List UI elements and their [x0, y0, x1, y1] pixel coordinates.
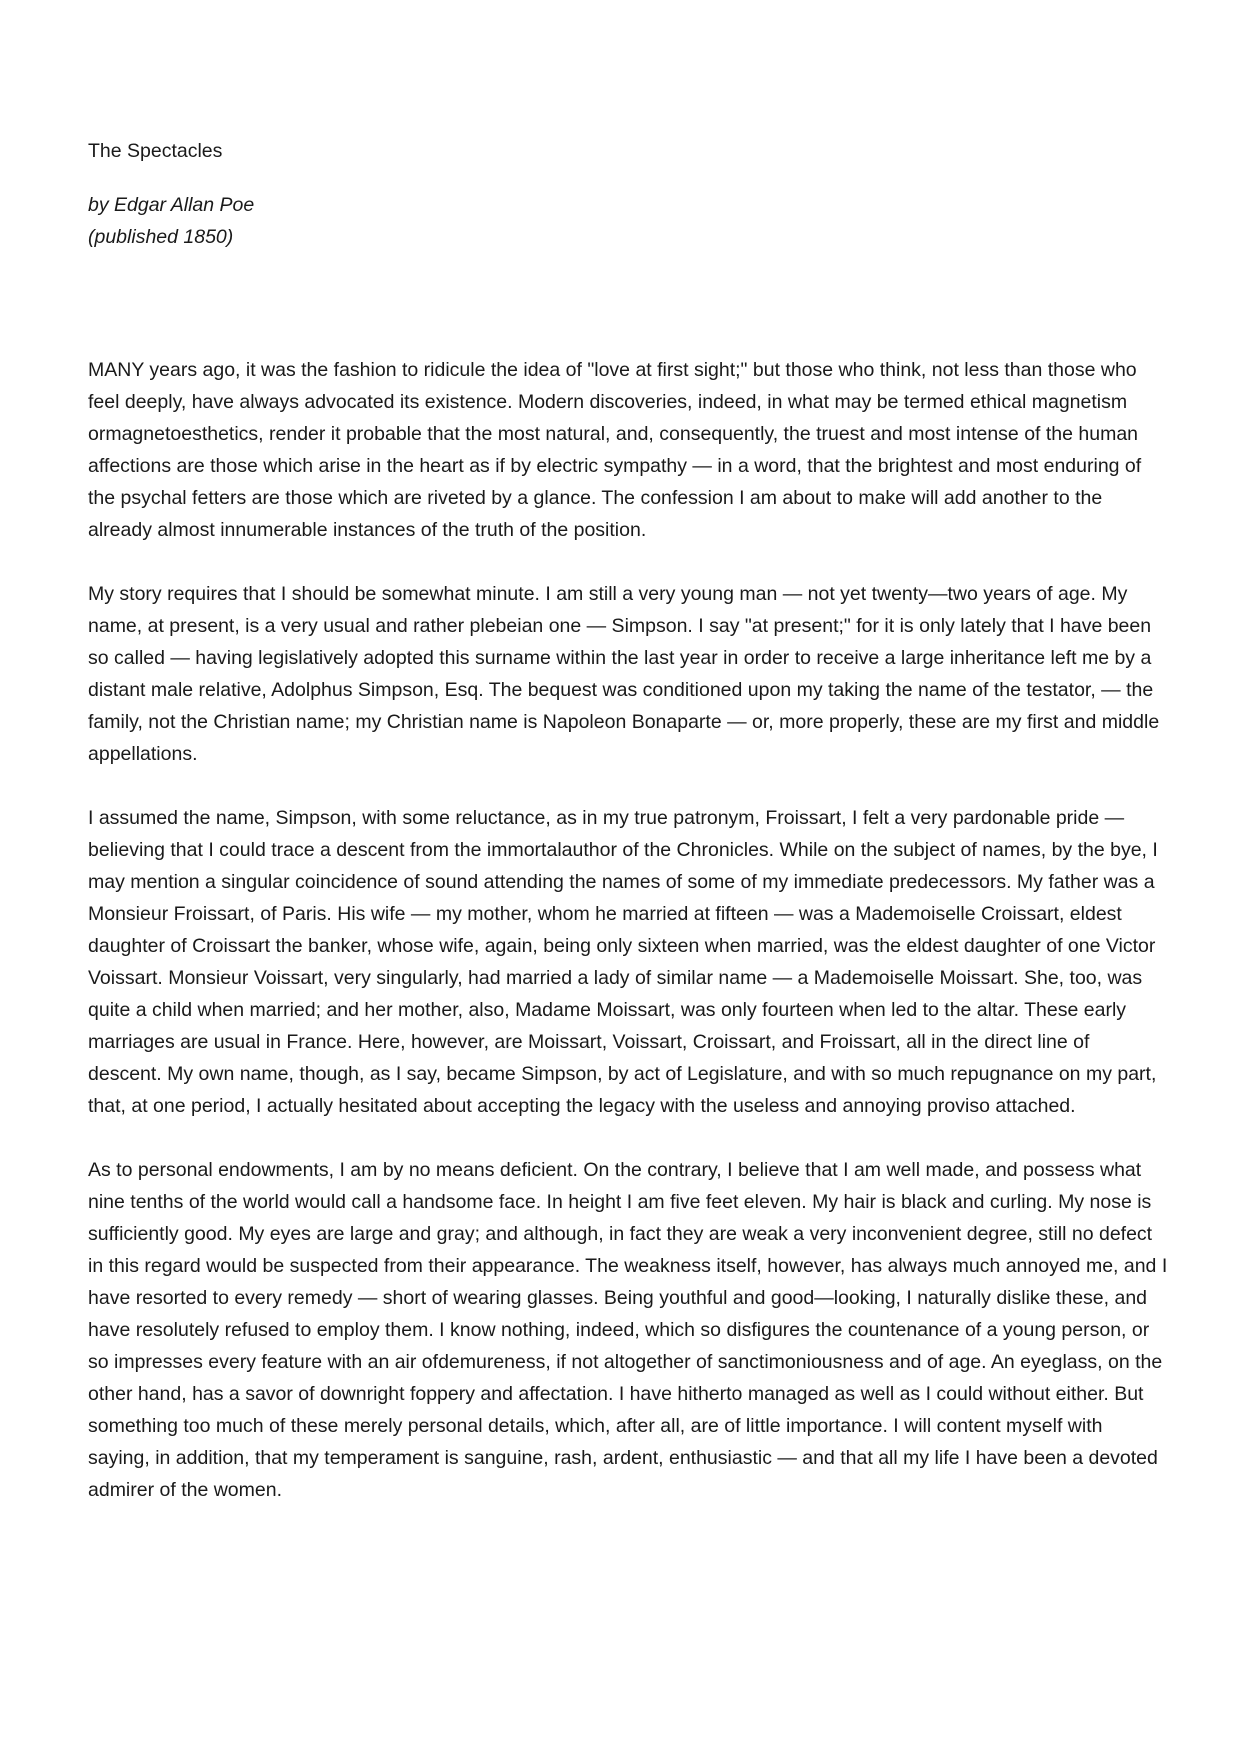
author-line: by Edgar Allan Poe: [88, 194, 255, 216]
document-page: [88, 0, 1168, 1755]
document-title: The Spectacles: [88, 140, 223, 162]
published-line: (published 1850): [88, 226, 234, 248]
paragraph: As to personal endowments, I am by no means deficient. On the contrary, I believe that I am well made, and possess what nine tenths of the world would call a handsome face. In height I am five feet eleven. My hair is black and curling. My nose is sufficiently good. My eyes are large and gray; and although, in fact they are weak a very inconvenient degree, still no defect in this regard would be suspected from their appearance. The weakness itself, however, has always much annoyed me, and I have resorted to every remedy — short of wearing glasses. Being youthful and good—looking, I naturally dislike these, and have resolutely refused to employ them. I know nothing, indeed, which so disfigures the countenance of a young person, or so impresses every feature with an air ofdemureness, if not altogether of sanctimoniousness and of age. An eyeglass, on the other hand, has a savor of downright foppery and affectation. I have hitherto managed as well as I could without either. But something too much of these merely personal details, which, after all, are of little importance. I will content myself with saying, in addition, that my temperament is sanguine, rash, ardent, enthusiastic — and that all my life I have been a devoted admirer of the women.: [88, 1159, 1168, 1501]
paragraph: MANY years ago, it was the fashion to ridicule the idea of "love at first sight;" but those who think, not less than those who feel deeply, have always advocated its existence. Modern discoveries, indeed, in what may be termed ethical magnetism ormagnetoesthetics, render it probable that the most natural, and, consequently, the truest and most intense of the human affections are those which arise in the heart as if by electric sympathy — in a word, that the brightest and most enduring of the psychal fetters are those which are riveted by a glance. The confession I am about to make will add another to the already almost innumerable instances of the truth of the position.: [88, 359, 1142, 541]
story-body: [88, 354, 1168, 1538]
paragraph: I assumed the name, Simpson, with some reluctance, as in my true patronym, Froissart, I felt a very pardonable pride — believing that I could trace a descent from the immortalauthor of the Chronicles. While on the subject of names, by the bye, I may mention a singular coincidence of sound attending the names of some of my immediate predecessors. My father was a Monsieur Froissart, of Paris. His wife — my mother, whom he married at fifteen — was a Mademoiselle Croissart, eldest daughter of Croissart the banker, whose wife, again, being only sixteen when married, was the eldest daughter of one Victor Voissart. Monsieur Voissart, very singularly, had married a lady of similar name — a Mademoiselle Moissart. She, too, was quite a child when married; and her mother, also, Madame Moissart, was only fourteen when led to the altar. These early marriages are usual in France. Here, however, are Moissart, Voissart, Croissart, and Froissart, all in the direct line of descent. My own name, though, as I say, became Simpson, by act of Legislature, and with so much repugnance on my part, that, at one period, I actually hesitated about accepting the legacy with the useless and annoying proviso attached.: [88, 807, 1158, 1117]
byline: [88, 189, 254, 253]
paragraph: My story requires that I should be somewhat minute. I am still a very young man — not yet twenty—two years of age. My name, at present, is a very usual and rather plebeian one — Simpson. I say "at present;" for it is only lately that I have been so called — having legislatively adopted this surname within the last year in order to receive a large inheritance left me by a distant male relative, Adolphus Simpson, Esq. The bequest was conditioned upon my taking the name of the testator, — the family, not the Christian name; my Christian name is Napoleon Bonaparte — or, more properly, these are my first and middle appellations.: [88, 583, 1160, 765]
